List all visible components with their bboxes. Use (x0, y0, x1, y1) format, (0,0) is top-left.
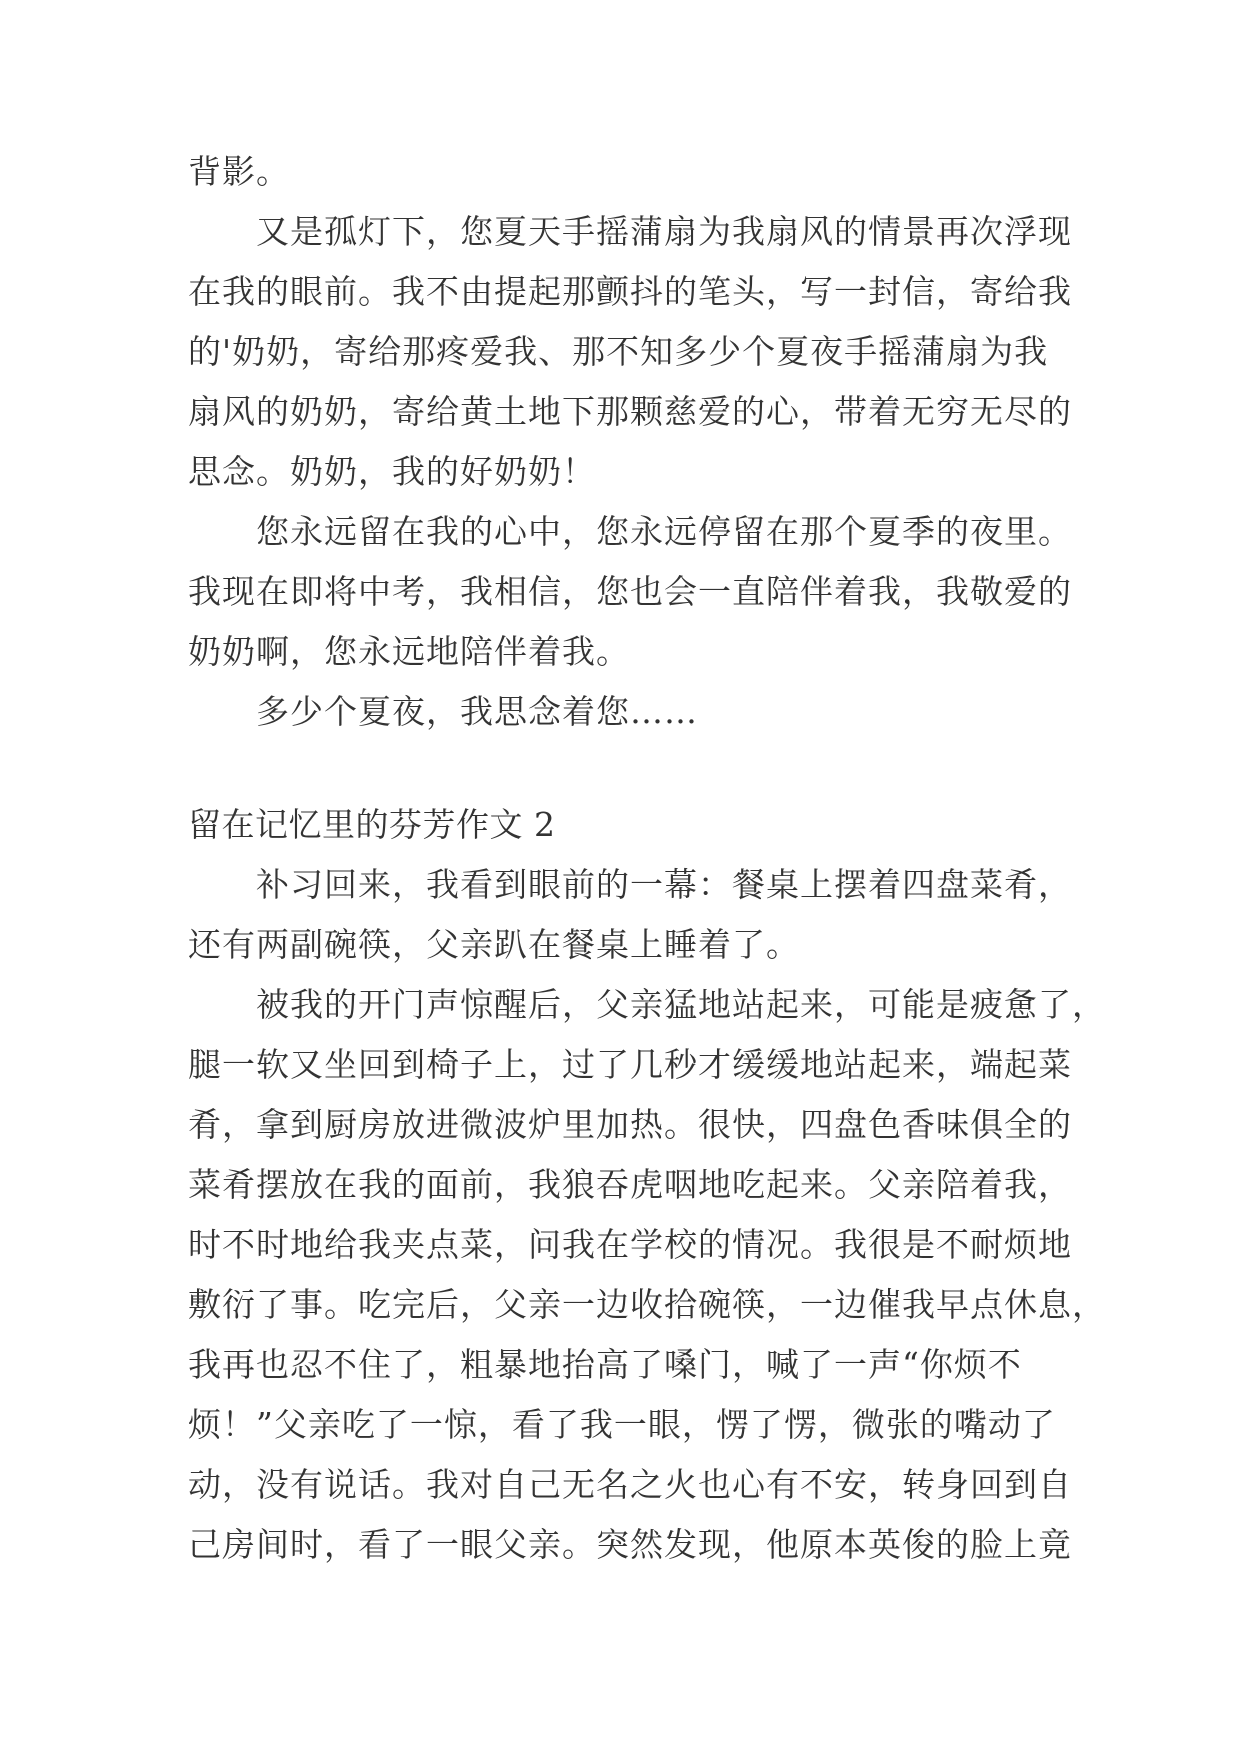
paragraph-line: 背影。 (188, 152, 290, 191)
paragraph-line: 的'奶奶，寄给那疼爱我、那不知多少个夏夜手摇蒲扇为我 (188, 332, 1049, 371)
paragraph-line: 菜肴摆放在我的面前，我狼吞虎咽地吃起来。父亲陪着我， (188, 1165, 1072, 1204)
paragraph-line: 我再也忍不住了，粗暴地抬高了嗓门，喊了一声“你烦不 (188, 1345, 1022, 1384)
paragraph-line: 思念。奶奶，我的好奶奶！ (188, 452, 596, 491)
paragraph-line: 扇风的奶奶，寄给黄土地下那颗慈爱的心，带着无穷无尽的 (188, 392, 1072, 431)
paragraph-line: 腿一软又坐回到椅子上，过了几秒才缓缓地站起来，端起菜 (188, 1045, 1072, 1084)
paragraph-line: 补习回来，我看到眼前的一幕：餐桌上摆着四盘菜肴， (256, 865, 1072, 904)
paragraph-line: 我现在即将中考，我相信，您也会一直陪伴着我，我敬爱的 (188, 572, 1072, 611)
paragraph-line: 多少个夏夜，我思念着您…… (256, 692, 698, 731)
paragraph-line: 动，没有说话。我对自己无名之火也心有不安，转身回到自 (188, 1465, 1072, 1504)
paragraph-line: 在我的眼前。我不由提起那颤抖的笔头，写一封信，寄给我 (188, 272, 1072, 311)
paragraph-line: 敷衍了事。吃完后，父亲一边收拾碗筷，一边催我早点休息， (188, 1285, 1106, 1324)
paragraph-line: 被我的开门声惊醒后，父亲猛地站起来，可能是疲惫了， (256, 985, 1106, 1024)
paragraph-line: 肴，拿到厨房放进微波炉里加热。很快，四盘色香味俱全的 (188, 1105, 1072, 1144)
paragraph-line: 还有两副碗筷，父亲趴在餐桌上睡着了。 (188, 925, 800, 964)
paragraph-line: 奶奶啊，您永远地陪伴着我。 (188, 632, 630, 671)
section-heading: 留在记忆里的芬芳作文 2 (188, 805, 556, 844)
paragraph-line: 又是孤灯下，您夏天手摇蒲扇为我扇风的情景再次浮现 (256, 212, 1072, 251)
paragraph-line: 时不时地给我夹点菜，问我在学校的情况。我很是不耐烦地 (188, 1225, 1072, 1264)
paragraph-line: 己房间时，看了一眼父亲。突然发现，他原本英俊的脸上竟 (188, 1525, 1072, 1564)
paragraph-line: 您永远留在我的心中，您永远停留在那个夏季的夜里。 (256, 512, 1072, 551)
paragraph-line: 烦！”父亲吃了一惊，看了我一眼，愣了愣，微张的嘴动了 (188, 1405, 1056, 1444)
